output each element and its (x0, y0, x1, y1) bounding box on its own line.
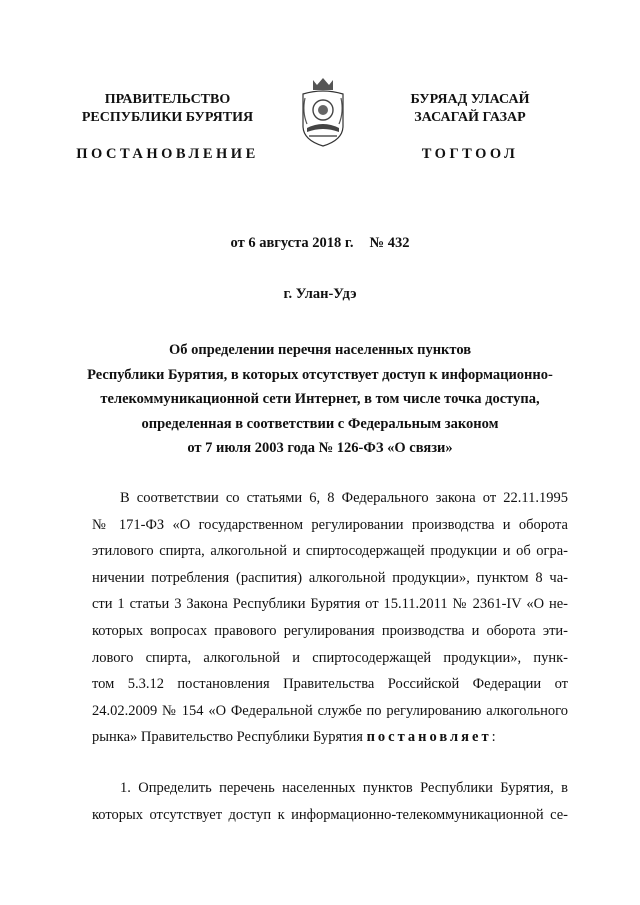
paragraph-line: этилового спирта, алкогольной и спиртосодержащей продукции и об огра- (92, 543, 568, 560)
header-right-line1: БУРЯАД УЛАСАЙ (410, 92, 530, 107)
header-left-line1: ПРАВИТЕЛЬСТВО (104, 92, 231, 107)
paragraph-line: № 171-ФЗ «О государственном регулировании производства и оборота (92, 516, 568, 533)
document-number: № 432 (369, 235, 410, 251)
paragraph-line: 24.02.2009 № 154 «О Федеральной службе по регулированию алкогольного (92, 702, 568, 719)
title-line: телекоммуникационной сети Интернет, в том числе точка доступа, (100, 391, 540, 407)
paragraph-line-last (92, 724, 568, 751)
coat-of-arms-icon (299, 76, 347, 148)
header-left (60, 91, 275, 163)
header-left-line2: РЕСПУБЛИКИ БУРЯТИЯ (81, 110, 254, 125)
paragraph-preamble (92, 485, 568, 751)
title-line: Республики Бурятия, в которых отсутствует доступ к информационно- (87, 366, 553, 383)
header-right-line2: ЗАСАГАЙ ГАЗАР (414, 110, 526, 125)
document-title (60, 338, 580, 461)
document-type-bua: ТОГТООЛ (421, 146, 519, 162)
paragraph-line: сти 1 статьи 3 Закона Республики Бурятия от 15.11.2011 № 2361-IV «О не- (92, 596, 568, 613)
title-line: Об определении перечня населенных пунктов (168, 342, 472, 358)
document-type-ru: ПОСТАНОВЛЕНИЕ (76, 146, 259, 162)
date-number-line (0, 235, 640, 252)
paragraph-line: ничении потребления (распития) алкогольной продукции», пунктом 8 ча- (92, 569, 568, 586)
resolution-colon: : (491, 729, 496, 746)
header-right (380, 91, 560, 163)
city: г. Улан-Удэ (283, 286, 357, 302)
paragraph-line: 1. Определить перечень населенных пунктов Республики Бурятия, в (120, 780, 568, 796)
paragraph-line: лового спирта, алкогольной и спиртосодержащей продукции», пунк- (92, 649, 568, 666)
paragraph-line: которых вопросах правового регулирования производства и оборота эти- (92, 622, 568, 639)
title-line: от 7 июля 2003 года № 126-ФЗ «О связи» (187, 440, 453, 456)
resolution-keyword: постановляет (366, 729, 492, 746)
title-line: определенная в соответствии с Федеральным законом (141, 415, 499, 432)
paragraph-item-1 (92, 775, 568, 828)
paragraph-line: В соответствии со статьями 6, 8 Федерального закона от 22.11.1995 (120, 490, 568, 506)
paragraph-line: том 5.3.12 постановления Правительства Российской Федерации от (92, 676, 568, 693)
resolution-prefix: рынка» Правительство Республики Бурятия (92, 729, 367, 746)
document-date: от 6 августа 2018 г. (230, 235, 354, 251)
paragraph-line: которых отсутствует доступ к информационно-телекоммуникационной се- (92, 806, 568, 823)
